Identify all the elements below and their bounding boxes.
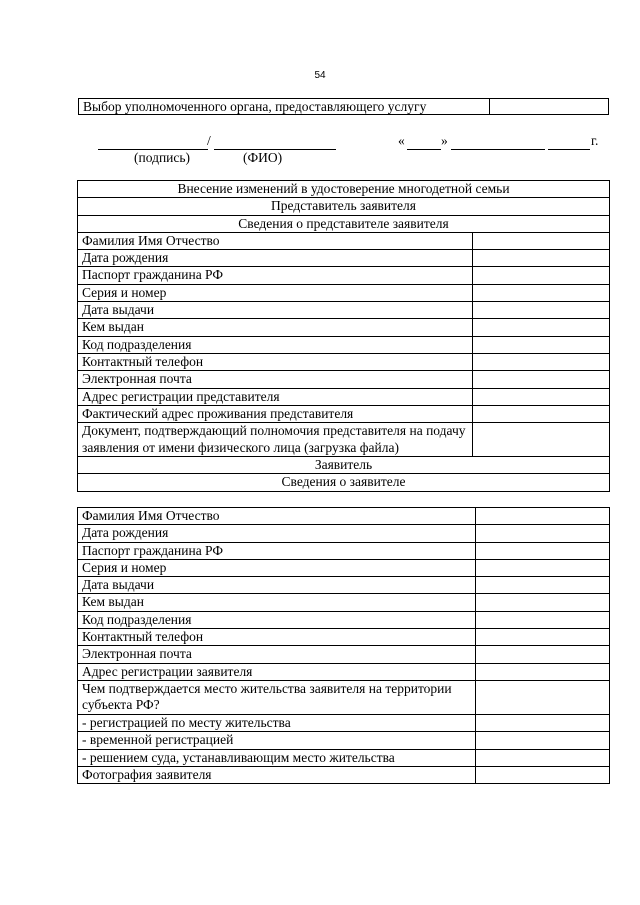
- date-month-line[interactable]: [451, 132, 545, 150]
- table-row: [78, 680, 610, 714]
- field-label: Фамилия Имя Отчество: [78, 508, 476, 525]
- field-label: Паспорт гражданина РФ: [78, 542, 476, 559]
- date-day-line[interactable]: [407, 132, 441, 150]
- page-number: 54: [314, 70, 326, 81]
- applicant-table: [77, 507, 610, 784]
- field-input[interactable]: [476, 646, 610, 663]
- table-row: [78, 353, 610, 370]
- field-input[interactable]: [476, 594, 610, 611]
- field-input[interactable]: [476, 629, 610, 646]
- table-row: [78, 732, 610, 749]
- field-input[interactable]: [476, 611, 610, 628]
- field-input[interactable]: [476, 525, 610, 542]
- field-input[interactable]: [476, 508, 610, 525]
- table-row: [78, 714, 610, 731]
- table-row: [78, 319, 610, 336]
- field-label: Дата рождения: [78, 250, 473, 267]
- residence-option-field[interactable]: [476, 749, 610, 766]
- field-label: Серия и номер: [78, 284, 473, 301]
- field-input[interactable]: [473, 353, 610, 370]
- date-quote-close: »: [441, 133, 448, 148]
- form-title: Внесение изменений в удостоверение многодетной семьи: [78, 181, 610, 198]
- table-row: [78, 559, 610, 576]
- applicant-photo-label: Фотография заявителя: [78, 766, 476, 783]
- field-input[interactable]: [473, 232, 610, 249]
- residence-option-label: - решением суда, устанавливающим место жительства: [78, 749, 476, 766]
- application-form-table: [77, 180, 610, 492]
- representative-header-row: [78, 198, 610, 215]
- table-row: [78, 423, 610, 457]
- field-input[interactable]: [473, 336, 610, 353]
- representative-subheader: Сведения о представителе заявителя: [78, 215, 610, 232]
- field-input[interactable]: [476, 577, 610, 594]
- date-quote-open: «: [398, 133, 405, 148]
- field-label: Электронная почта: [78, 646, 476, 663]
- document-upload-field[interactable]: [473, 423, 610, 457]
- residence-option-field[interactable]: [476, 714, 610, 731]
- table-row: [78, 749, 610, 766]
- authority-select-row: [78, 98, 609, 115]
- field-label: Адрес регистрации представителя: [78, 388, 473, 405]
- applicant-header-row: [78, 457, 610, 474]
- table-row: [78, 542, 610, 559]
- table-row: [78, 663, 610, 680]
- representative-subheader-row: [78, 215, 610, 232]
- signature-caption: (подпись): [134, 150, 191, 165]
- field-label: Паспорт гражданина РФ: [78, 267, 473, 284]
- field-label: Код подразделения: [78, 336, 473, 353]
- field-input[interactable]: [473, 371, 610, 388]
- date-year-line[interactable]: [548, 132, 590, 150]
- table-row: [78, 766, 610, 783]
- table-row: [78, 611, 610, 628]
- field-label: Кем выдан: [78, 319, 473, 336]
- applicant-header: Заявитель: [78, 457, 610, 474]
- signature-block: [0, 130, 640, 170]
- table-row: [78, 577, 610, 594]
- table-row: [78, 371, 610, 388]
- table-row: [78, 525, 610, 542]
- fio-line[interactable]: [214, 132, 336, 150]
- residence-question-field[interactable]: [476, 680, 610, 714]
- field-label: Электронная почта: [78, 371, 473, 388]
- representative-header: Представитель заявителя: [78, 198, 610, 215]
- signature-slash: /: [207, 133, 211, 148]
- field-input[interactable]: [476, 542, 610, 559]
- field-input[interactable]: [476, 559, 610, 576]
- date-year-suffix: г.: [591, 133, 599, 148]
- table-row: [78, 284, 610, 301]
- field-label: Контактный телефон: [78, 629, 476, 646]
- field-input[interactable]: [473, 267, 610, 284]
- field-input[interactable]: [473, 284, 610, 301]
- authority-select-label: Выбор уполномоченного органа, предоставляющего услугу: [78, 98, 490, 115]
- table-row: [78, 336, 610, 353]
- residence-option-field[interactable]: [476, 732, 610, 749]
- field-label: Код подразделения: [78, 611, 476, 628]
- field-input[interactable]: [473, 405, 610, 422]
- residence-question-label: Чем подтверждается место жительства заявителя на территории субъекта РФ?: [78, 680, 476, 714]
- field-label: Контактный телефон: [78, 353, 473, 370]
- document-upload-label: Документ, подтверждающий полномочия представителя на подачу заявления от имени физического лица (загрузка файла): [78, 423, 473, 457]
- field-label: Серия и номер: [78, 559, 476, 576]
- field-label: Фамилия Имя Отчество: [78, 232, 473, 249]
- table-row: [78, 267, 610, 284]
- applicant-photo-upload[interactable]: [476, 766, 610, 783]
- field-label: Дата рождения: [78, 525, 476, 542]
- field-input[interactable]: [476, 663, 610, 680]
- fio-caption: (ФИО): [243, 150, 283, 165]
- table-row: [78, 250, 610, 267]
- field-label: Адрес регистрации заявителя: [78, 663, 476, 680]
- field-label: Фактический адрес проживания представителя: [78, 405, 473, 422]
- field-label: Кем выдан: [78, 594, 476, 611]
- field-input[interactable]: [473, 250, 610, 267]
- table-row: [78, 594, 610, 611]
- field-label: Дата выдачи: [78, 302, 473, 319]
- table-row: [78, 508, 610, 525]
- signature-line[interactable]: [98, 132, 208, 150]
- table-row: [78, 232, 610, 249]
- field-input[interactable]: [473, 302, 610, 319]
- table-row: [78, 388, 610, 405]
- authority-select-field[interactable]: [490, 98, 609, 115]
- table-row: [78, 646, 610, 663]
- applicant-subheader: Сведения о заявителе: [78, 474, 610, 491]
- field-input[interactable]: [473, 319, 610, 336]
- table-title-row: [78, 181, 610, 198]
- table-row: [78, 405, 610, 422]
- field-label: Дата выдачи: [78, 577, 476, 594]
- table-row: [78, 629, 610, 646]
- field-input[interactable]: [473, 388, 610, 405]
- applicant-subheader-row: [78, 474, 610, 491]
- table-row: [78, 302, 610, 319]
- residence-option-label: - регистрацией по месту жительства: [78, 714, 476, 731]
- residence-option-label: - временной регистрацией: [78, 732, 476, 749]
